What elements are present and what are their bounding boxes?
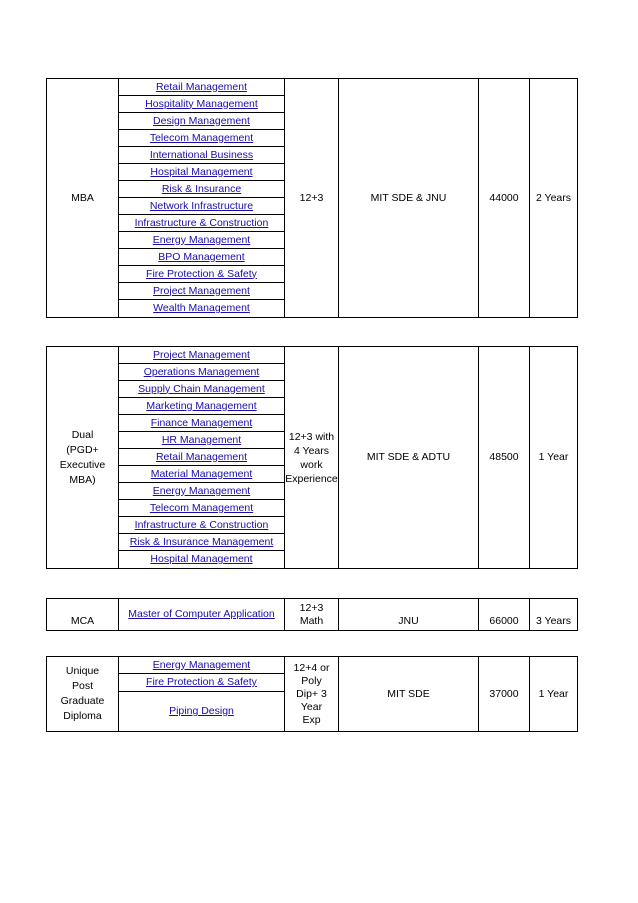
- specialization-cell: [119, 79, 285, 96]
- specialization-link[interactable]: Energy Management: [152, 233, 251, 246]
- specialization-link[interactable]: Infrastructure & Construction: [134, 216, 269, 229]
- university: MIT SDE & ADTU: [339, 347, 479, 569]
- specialization-cell: [119, 398, 285, 415]
- specialization-link[interactable]: Risk & Insurance Management: [129, 535, 274, 548]
- specialization-link[interactable]: Finance Management: [150, 416, 253, 429]
- duration: 3 Years: [530, 599, 578, 631]
- specialization-link[interactable]: Infrastructure & Construction: [134, 518, 269, 531]
- specialization-link[interactable]: Operations Management: [143, 365, 260, 378]
- specialization-link[interactable]: Telecom Management: [149, 131, 254, 144]
- specialization-link[interactable]: Retail Management: [155, 80, 248, 93]
- duration: 2 Years: [530, 79, 578, 318]
- specialization-cell: [119, 249, 285, 266]
- specialization-link[interactable]: Hospital Management: [150, 165, 253, 178]
- specialization-cell: [119, 96, 285, 113]
- specialization-link[interactable]: Risk & Insurance: [161, 182, 242, 195]
- fee: 66000: [479, 599, 530, 631]
- specialization-link[interactable]: Supply Chain Management: [138, 382, 265, 395]
- table-row: [47, 599, 578, 631]
- specialization-cell: [119, 181, 285, 198]
- specialization-link[interactable]: Project Management: [153, 348, 250, 361]
- program-name: MBA: [47, 79, 119, 318]
- specialization-link[interactable]: Design Management: [153, 114, 250, 127]
- specialization-link[interactable]: Fire Protection & Safety: [146, 267, 257, 280]
- specialization-cell: [119, 198, 285, 215]
- specialization-link[interactable]: Fire Protection & Safety: [146, 676, 257, 688]
- specialization-link[interactable]: Retail Management: [155, 450, 248, 463]
- university: MIT SDE: [339, 657, 479, 732]
- specialization-link[interactable]: Telecom Management: [149, 501, 254, 514]
- specialization-cell: [119, 300, 285, 318]
- specialization-cell: [119, 551, 285, 569]
- program-name: Dual (PGD+ Executive MBA): [47, 347, 119, 569]
- specialization-link[interactable]: HR Management: [161, 433, 242, 446]
- specialization-cell: [119, 466, 285, 483]
- specialization-cell: [119, 130, 285, 147]
- program-name: MCA: [47, 599, 119, 631]
- mba-table: [46, 78, 578, 318]
- specialization-link[interactable]: Project Management: [153, 284, 250, 297]
- university: MIT SDE & JNU: [339, 79, 479, 318]
- duration: 1 Year: [530, 657, 578, 732]
- specialization-link[interactable]: Material Management: [150, 467, 253, 480]
- specialization-link[interactable]: Energy Management: [152, 658, 251, 671]
- specialization-link[interactable]: Marketing Management: [146, 399, 257, 412]
- specialization-cell: [119, 432, 285, 449]
- specialization-cell: [119, 500, 285, 517]
- specialization-cell: [119, 215, 285, 232]
- specialization-cell: [119, 147, 285, 164]
- specialization-cell: [119, 347, 285, 364]
- eligibility: 12+4 or Poly Dip+ 3 Year Exp: [285, 657, 339, 732]
- specialization-cell: [119, 415, 285, 432]
- university: JNU: [339, 599, 479, 631]
- mca-table: [46, 598, 578, 631]
- specialization-link[interactable]: Piping Design: [169, 705, 234, 717]
- fee: 48500: [479, 347, 530, 569]
- specialization-link[interactable]: Master of Computer Application: [128, 608, 275, 620]
- table-row: [47, 79, 578, 96]
- upgd-table: [46, 656, 578, 732]
- dual-mba-table: [46, 346, 578, 569]
- specialization-cell: [119, 483, 285, 500]
- specialization-cell: [119, 266, 285, 283]
- specialization-cell: [119, 283, 285, 300]
- eligibility: 12+3 Math: [285, 599, 339, 631]
- specialization-cell: [119, 364, 285, 381]
- specialization-cell: [119, 113, 285, 130]
- specialization-cell: [119, 692, 285, 732]
- specialization-link[interactable]: Energy Management: [152, 484, 251, 497]
- fee: 44000: [479, 79, 530, 318]
- specialization-link[interactable]: Hospitality Management: [145, 97, 258, 110]
- specialization-link[interactable]: International Business: [149, 148, 254, 161]
- duration: 1 Year: [530, 347, 578, 569]
- specialization-cell: [119, 657, 285, 674]
- eligibility: 12+3 with 4 Years work Experience: [285, 347, 339, 569]
- specialization-cell: [119, 381, 285, 398]
- specialization-link[interactable]: Hospital Management: [150, 553, 253, 565]
- specialization-cell: [119, 517, 285, 534]
- specialization-cell: [119, 164, 285, 181]
- table-row: [47, 347, 578, 364]
- specialization-cell: [119, 449, 285, 466]
- fee: 37000: [479, 657, 530, 732]
- specialization-link[interactable]: Network Infrastructure: [149, 199, 254, 212]
- specialization-cell: [119, 232, 285, 249]
- specialization-cell: [119, 599, 285, 631]
- specialization-cell: [119, 674, 285, 692]
- table-row: [47, 657, 578, 674]
- specialization-link[interactable]: Wealth Management: [153, 302, 250, 314]
- specialization-cell: [119, 534, 285, 551]
- eligibility: 12+3: [285, 79, 339, 318]
- specialization-link[interactable]: BPO Management: [158, 250, 245, 263]
- program-name: Unique Post Graduate Diploma: [47, 657, 119, 732]
